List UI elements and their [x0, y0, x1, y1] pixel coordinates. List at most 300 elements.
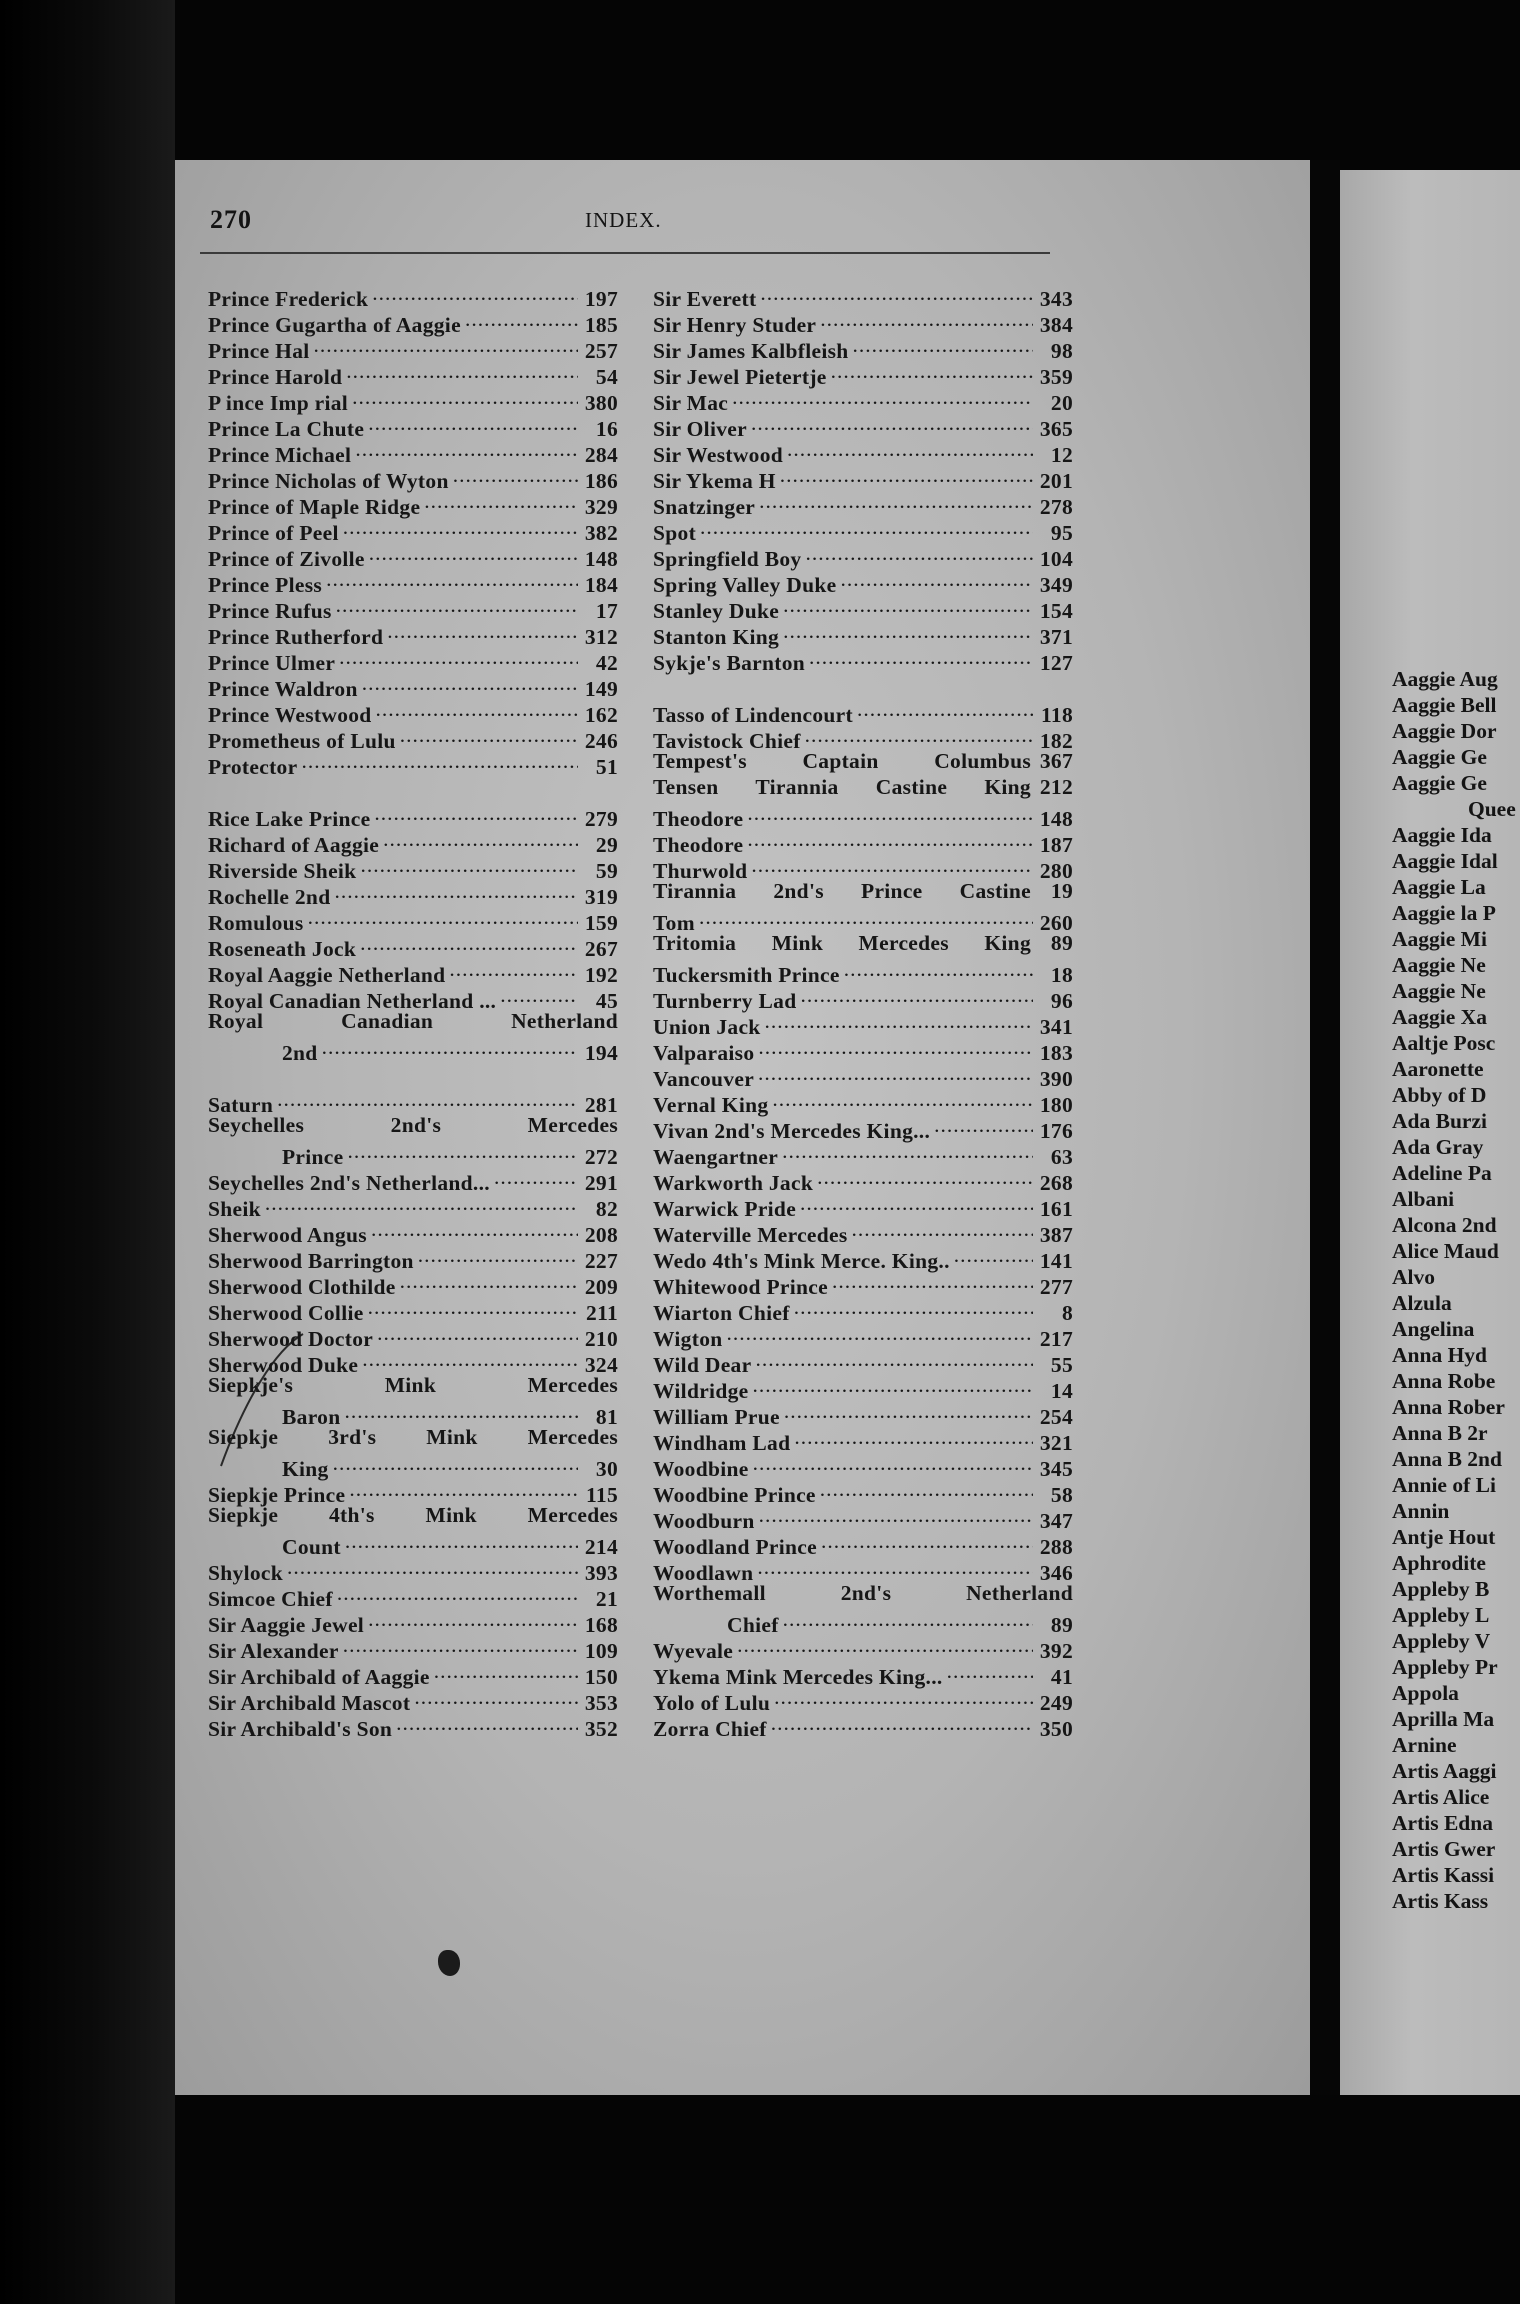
dot-leader: [831, 358, 1033, 384]
entry-page-number: 197: [584, 287, 618, 311]
index-entry: [208, 1112, 618, 1138]
entry-page-number: 141: [1039, 1249, 1073, 1273]
entry-name: Waterville Mercedes: [653, 1223, 848, 1247]
entry-page-number: 89: [1050, 931, 1073, 955]
dot-leader: [782, 1138, 1033, 1164]
entry-name: Prince Waldron: [208, 677, 358, 701]
entry-name: Tirannia 2nd's Prince Castine: [653, 879, 1031, 903]
entry-page-number: 280: [1039, 859, 1073, 883]
facing-index-entry: Anna Rober: [1392, 1395, 1505, 1419]
entry-name: King: [282, 1457, 329, 1481]
index-entry: [208, 1476, 618, 1507]
dot-leader: [820, 306, 1033, 332]
entry-name: Warwick Pride: [653, 1197, 797, 1221]
facing-index-entry: Alzula: [1392, 1291, 1452, 1315]
entry-page-number: 392: [1039, 1639, 1073, 1663]
index-entry: [653, 956, 1073, 987]
entry-page-number: 227: [584, 1249, 618, 1273]
entry-page-number: 58: [1050, 1483, 1073, 1507]
entry-name: Spot: [653, 521, 697, 545]
entry-page-number: 345: [1039, 1457, 1073, 1481]
entry-page-number: 208: [584, 1223, 618, 1247]
entry-page-number: 59: [595, 859, 618, 883]
entry-page-number: 279: [584, 807, 618, 831]
index-entry: [653, 540, 1073, 571]
facing-index-entry: Adeline Pa: [1392, 1161, 1492, 1185]
dot-leader: [336, 592, 578, 618]
dot-leader: [760, 280, 1033, 306]
entry-page-number: 272: [584, 1145, 618, 1169]
entry-name: Windham Lad: [653, 1431, 791, 1455]
entry-name: Sir Alexander: [208, 1639, 339, 1663]
entry-name: Sykje's Barnton: [653, 651, 806, 675]
dot-leader: [400, 1268, 578, 1294]
dot-leader: [337, 1580, 578, 1606]
dot-leader: [832, 1268, 1033, 1294]
index-entry: [208, 1450, 618, 1481]
entry-name: Prince La Chute: [208, 417, 365, 441]
dot-leader: [360, 852, 578, 878]
entry-name: Rochelle 2nd: [208, 885, 331, 909]
dot-leader: [771, 1710, 1033, 1736]
entry-name: Sherwood Duke: [208, 1353, 359, 1377]
entry-name: Ykema Mink Mercedes King...: [653, 1665, 943, 1689]
dot-leader: [383, 826, 578, 852]
entry-name: Protector: [208, 755, 298, 779]
entry-name: Vancouver: [653, 1067, 755, 1091]
dot-leader: [747, 826, 1033, 852]
entry-page-number: 281: [584, 1093, 618, 1117]
facing-index-entry: Aaggie Ne: [1392, 953, 1486, 977]
dot-leader: [368, 1606, 578, 1632]
entry-name: Woodland Prince: [653, 1535, 817, 1559]
index-entry: [653, 800, 1073, 831]
entry-name: Siepkje 4th's Mink Mercedes: [208, 1503, 618, 1527]
entry-page-number: 82: [595, 1197, 618, 1221]
entry-page-number: 89: [1050, 1613, 1073, 1637]
dot-leader: [699, 904, 1033, 930]
entry-name: Chief: [727, 1613, 779, 1637]
entry-name: Theodore: [653, 807, 744, 831]
index-entry: [653, 748, 1073, 774]
header-rule: [200, 252, 1050, 254]
entry-name: Prince Hal: [208, 339, 310, 363]
dot-leader: [787, 436, 1033, 462]
index-entry: [208, 1424, 618, 1450]
entry-name: Valparaiso: [653, 1041, 755, 1065]
dot-leader: [343, 514, 578, 540]
dot-leader: [794, 1294, 1033, 1320]
entry-name: Sir Henry Studer: [653, 313, 817, 337]
index-entry: [208, 1034, 618, 1065]
entry-name: Prince Ulmer: [208, 651, 336, 675]
entry-page-number: 51: [595, 755, 618, 779]
index-entry: [653, 514, 1073, 545]
facing-index-entry: Alvo: [1392, 1265, 1435, 1289]
entry-page-number: 41: [1050, 1665, 1073, 1689]
entry-page-number: 211: [586, 1301, 618, 1325]
facing-index-entry: Appleby B: [1392, 1577, 1490, 1601]
entry-page-number: 319: [584, 885, 618, 909]
facing-index-entry: Artis Kass: [1392, 1889, 1489, 1913]
facing-index-entry: Appola: [1392, 1681, 1459, 1705]
facing-index-entry: Annie of Li: [1392, 1473, 1496, 1497]
index-entry: [208, 1528, 618, 1559]
dot-leader: [387, 618, 578, 644]
entry-name: Woodburn: [653, 1509, 755, 1533]
entry-page-number: 382: [584, 521, 618, 545]
entry-name: Richard of Aaggie: [208, 833, 380, 857]
dot-leader: [821, 1528, 1033, 1554]
entry-name: Wyevale: [653, 1639, 734, 1663]
dot-leader: [344, 1398, 578, 1424]
index-entry: [208, 1398, 618, 1429]
dot-leader: [820, 1476, 1033, 1502]
entry-page-number: 30: [595, 1457, 618, 1481]
entry-name: Wiarton Chief: [653, 1301, 790, 1325]
dot-leader: [954, 1242, 1033, 1268]
facing-index-entry: Aaggie Aug: [1392, 667, 1498, 691]
entry-name: Sir Westwood: [653, 443, 784, 467]
facing-index-entry: Appleby Pr: [1392, 1655, 1498, 1679]
entry-page-number: 201: [1039, 469, 1073, 493]
dot-leader: [494, 1164, 578, 1190]
entry-page-number: 182: [1039, 729, 1073, 753]
dot-leader: [396, 1710, 578, 1736]
entry-page-number: 321: [1039, 1431, 1073, 1455]
facing-index-entry: Aaggie La: [1392, 875, 1486, 899]
entry-page-number: 192: [584, 963, 618, 987]
dot-leader: [369, 540, 578, 566]
facing-index-entry: Arnine: [1392, 1733, 1457, 1757]
section-gap: [208, 1060, 618, 1086]
dot-leader: [277, 1086, 578, 1112]
entry-page-number: 81: [595, 1405, 618, 1429]
entry-page-number: 312: [584, 625, 618, 649]
dot-leader: [753, 1450, 1033, 1476]
entry-name: Tasso of Lindencourt: [653, 703, 853, 727]
entry-page-number: 260: [1039, 911, 1073, 935]
dot-leader: [800, 982, 1033, 1008]
facing-index-entry: Alcona 2nd: [1392, 1213, 1497, 1237]
facing-index-entry: Anna Hyd: [1392, 1343, 1487, 1367]
entry-name: Turnberry Lad: [653, 989, 797, 1013]
entry-page-number: 148: [584, 547, 618, 571]
index-entry: [208, 1008, 618, 1034]
dot-leader: [355, 436, 578, 462]
entry-page-number: 17: [595, 599, 618, 623]
entry-name: Baron: [282, 1405, 341, 1429]
entry-page-number: 98: [1050, 339, 1073, 363]
entry-name: Sherwood Angus: [208, 1223, 367, 1247]
dot-leader: [784, 1398, 1033, 1424]
entry-name: Riverside Sheik: [208, 859, 357, 883]
index-column-left: [208, 280, 618, 1741]
dot-leader: [465, 306, 578, 332]
dot-leader: [343, 1632, 578, 1658]
dot-leader: [434, 1658, 578, 1684]
index-entry: [208, 1190, 618, 1221]
facing-index-entry: Appleby V: [1392, 1629, 1491, 1653]
entry-name: Tritomia Mink Mercedes King: [653, 931, 1031, 955]
entry-page-number: 95: [1050, 521, 1073, 545]
dot-leader: [362, 670, 578, 696]
entry-page-number: 209: [584, 1275, 618, 1299]
entry-name: Simcoe Chief: [208, 1587, 333, 1611]
entry-name: Waengartner: [653, 1145, 779, 1169]
dot-leader: [755, 1346, 1033, 1372]
entry-name: Tom: [653, 911, 695, 935]
entry-name: Prince Harold: [208, 365, 343, 389]
entry-name: Sherwood Doctor: [208, 1327, 374, 1351]
facing-index-entry: Aphrodite: [1392, 1551, 1486, 1575]
entry-page-number: 176: [1039, 1119, 1073, 1143]
index-entry: [653, 696, 1073, 727]
dot-leader: [348, 1138, 579, 1164]
facing-index-entry: Aaggie Bell: [1392, 693, 1497, 717]
dot-leader: [500, 982, 578, 1008]
dot-leader: [418, 1242, 578, 1268]
page-number: 270: [210, 205, 252, 234]
entry-page-number: 127: [1039, 651, 1073, 675]
dot-leader: [783, 618, 1033, 644]
entry-name: Woodlawn: [653, 1561, 754, 1585]
entry-page-number: 284: [584, 443, 618, 467]
dot-leader: [700, 514, 1033, 540]
entry-page-number: 42: [595, 651, 618, 675]
dot-leader: [301, 748, 578, 774]
entry-name: Springfield Boy: [653, 547, 802, 571]
entry-page-number: 8: [1061, 1301, 1073, 1325]
entry-name: Prince Nicholas of Wyton: [208, 469, 449, 493]
dot-leader: [794, 1424, 1033, 1450]
dot-leader: [757, 1554, 1033, 1580]
entry-page-number: 212: [1039, 775, 1073, 799]
entry-page-number: 267: [584, 937, 618, 961]
dot-leader: [368, 1294, 578, 1320]
entry-page-number: 214: [584, 1535, 618, 1559]
entry-page-number: 210: [584, 1327, 618, 1351]
index-entry: [653, 774, 1073, 800]
dot-leader: [758, 1034, 1033, 1060]
dot-leader: [352, 384, 578, 410]
entry-page-number: 268: [1039, 1171, 1073, 1195]
entry-page-number: 14: [1050, 1379, 1073, 1403]
entry-name: Sherwood Barrington: [208, 1249, 414, 1273]
entry-page-number: 168: [584, 1613, 618, 1637]
facing-index-entry: Anna B 2r: [1392, 1421, 1488, 1445]
entry-name: Shylock: [208, 1561, 283, 1585]
entry-page-number: 254: [1039, 1405, 1073, 1429]
dot-leader: [774, 1684, 1033, 1710]
entry-page-number: 217: [1039, 1327, 1073, 1351]
entry-name: Sherwood Collie: [208, 1301, 364, 1325]
entry-name: Sir Everett: [653, 287, 757, 311]
entry-page-number: 384: [1039, 313, 1073, 337]
index-entry: [208, 1138, 618, 1169]
dot-leader: [732, 384, 1033, 410]
entry-name: Seychelles 2nd's Mercedes: [208, 1113, 618, 1137]
entry-name: Yolo of Lulu: [653, 1691, 771, 1715]
entry-name: Woodbine Prince: [653, 1483, 816, 1507]
index-entry: [653, 1606, 1073, 1637]
entry-name: Vivan 2nd's Mercedes King...: [653, 1119, 931, 1143]
dot-leader: [287, 1554, 578, 1580]
index-entry: [653, 1580, 1073, 1606]
entry-name: Tensen Tirannia Castine King: [653, 775, 1031, 799]
entry-name: Stanton King: [653, 625, 780, 649]
facing-index-entry: Artis Aaggi: [1392, 1759, 1497, 1783]
facing-index-entry: Artis Edna: [1392, 1811, 1493, 1835]
entry-name: Prince of Maple Ridge: [208, 495, 421, 519]
dot-leader: [322, 1034, 578, 1060]
facing-index-entry: Aaggie Xa: [1392, 1005, 1487, 1029]
entry-name: Roseneath Jock: [208, 937, 357, 961]
entry-name: Seychelles 2nd's Netherland...: [208, 1171, 490, 1195]
entry-name: Sir Aaggie Jewel: [208, 1613, 365, 1637]
entry-page-number: 159: [584, 911, 618, 935]
entry-name: Stanley Duke: [653, 599, 780, 623]
entry-page-number: 365: [1039, 417, 1073, 441]
entry-page-number: 353: [584, 1691, 618, 1715]
index-entry: [208, 1164, 618, 1195]
entry-name: Prince Westwood: [208, 703, 372, 727]
entry-page-number: 180: [1039, 1093, 1073, 1117]
entry-page-number: 288: [1039, 1535, 1073, 1559]
dot-leader: [751, 852, 1033, 878]
facing-index-entry: Angelina: [1392, 1317, 1475, 1341]
facing-index-entry: Aaggie Dor: [1392, 719, 1497, 743]
page-gutter: [1310, 160, 1340, 2095]
dot-leader: [800, 1190, 1033, 1216]
entry-name: Sir Mac: [653, 391, 729, 415]
dot-leader: [449, 956, 578, 982]
facing-index-entry: Artis Kassi: [1392, 1863, 1495, 1887]
entry-page-number: 347: [1039, 1509, 1073, 1533]
entry-name: P ince Imp rial: [208, 391, 349, 415]
entry-page-number: 329: [584, 495, 618, 519]
dot-leader: [844, 956, 1033, 982]
entry-page-number: 55: [1050, 1353, 1073, 1377]
ink-smudge: [438, 1950, 460, 1976]
entry-page-number: 350: [1039, 1717, 1073, 1741]
entry-page-number: 393: [584, 1561, 618, 1585]
facing-index-entry: Aaggie Mi: [1392, 927, 1487, 951]
dot-leader: [400, 722, 578, 748]
entry-page-number: 18: [1050, 963, 1073, 987]
dot-leader: [805, 540, 1033, 566]
facing-index-entry: Aaronette: [1392, 1057, 1484, 1081]
entry-name: Prince Michael: [208, 443, 352, 467]
entry-page-number: 104: [1039, 547, 1073, 571]
index-entry: [653, 878, 1073, 904]
dot-leader: [840, 566, 1033, 592]
facing-index-entry: Ada Burzi: [1392, 1109, 1487, 1133]
index-entry: [653, 930, 1073, 956]
dot-leader: [747, 800, 1033, 826]
index-entry: [208, 1372, 618, 1398]
microfilm-border: [0, 0, 175, 2304]
entry-name: Royal Canadian Netherland: [208, 1009, 618, 1033]
entry-name: Wedo 4th's Mink Merce. King..: [653, 1249, 950, 1273]
entry-name: Sir James Kalbfleish: [653, 339, 849, 363]
facing-index-entry: Aaggie la P: [1392, 901, 1496, 925]
facing-index-entry: Aaggie Idal: [1392, 849, 1498, 873]
entry-name: Count: [282, 1535, 341, 1559]
entry-name: Sir Oliver: [653, 417, 747, 441]
dot-leader: [727, 1320, 1033, 1346]
entry-name: Union Jack: [653, 1015, 761, 1039]
dot-leader: [360, 930, 578, 956]
entry-name: Sir Jewel Pietertje: [653, 365, 827, 389]
dot-leader: [783, 1606, 1033, 1632]
dot-leader: [326, 566, 578, 592]
dot-leader: [424, 488, 578, 514]
dot-leader: [345, 1528, 578, 1554]
dot-leader: [759, 1502, 1033, 1528]
entry-name: Worthemall 2nd's Netherland: [653, 1581, 1073, 1605]
index-entry: [653, 280, 1073, 311]
page-header: [210, 205, 1230, 245]
index-entry: [208, 1086, 618, 1117]
index-entry: [208, 1216, 618, 1247]
entry-name: Wigton: [653, 1327, 723, 1351]
entry-page-number: 343: [1039, 287, 1073, 311]
entry-name: Prince Rufus: [208, 599, 332, 623]
entry-page-number: 185: [584, 313, 618, 337]
entry-page-number: 96: [1050, 989, 1073, 1013]
dot-leader: [772, 1086, 1033, 1112]
entry-name: Woodbine: [653, 1457, 749, 1481]
entry-page-number: 257: [584, 339, 618, 363]
entry-page-number: 349: [1039, 573, 1073, 597]
entry-name: Prince Rutherford: [208, 625, 384, 649]
index-column-middle: [653, 280, 1073, 1741]
entry-name: Prince of Zivolle: [208, 547, 365, 571]
dot-leader: [759, 488, 1033, 514]
dot-leader: [852, 1216, 1033, 1242]
dot-leader: [374, 800, 578, 826]
dot-leader: [783, 592, 1033, 618]
dot-leader: [780, 462, 1033, 488]
dot-leader: [414, 1684, 578, 1710]
index-entry: [208, 800, 618, 831]
entry-page-number: 246: [584, 729, 618, 753]
entry-name: Saturn: [208, 1093, 274, 1117]
index-entry: [208, 1502, 618, 1528]
entry-name: Whitewood Prince: [653, 1275, 828, 1299]
entry-page-number: 359: [1039, 365, 1073, 389]
entry-name: Tavistock Chief: [653, 729, 801, 753]
entry-name: Warkworth Jack: [653, 1171, 814, 1195]
entry-page-number: 12: [1050, 443, 1073, 467]
facing-index-entry: Aaggie Ge: [1392, 771, 1487, 795]
dot-leader: [314, 332, 578, 358]
entry-page-number: 19: [1050, 879, 1073, 903]
facing-index-entry: Aaltje Posc: [1392, 1031, 1496, 1055]
entry-name: Romulous: [208, 911, 304, 935]
dot-leader: [765, 1008, 1033, 1034]
facing-index-entry: Aprilla Ma: [1392, 1707, 1495, 1731]
facing-index-entry: Albani: [1392, 1187, 1455, 1211]
entry-page-number: 346: [1039, 1561, 1073, 1585]
entry-name: Wild Dear: [653, 1353, 752, 1377]
facing-index-entry: Appleby L: [1392, 1603, 1490, 1627]
entry-page-number: 194: [584, 1041, 618, 1065]
dot-leader: [376, 696, 578, 722]
entry-name: Siepkje Prince: [208, 1483, 346, 1507]
entry-name: Prince Gugartha of Aaggie: [208, 313, 461, 337]
